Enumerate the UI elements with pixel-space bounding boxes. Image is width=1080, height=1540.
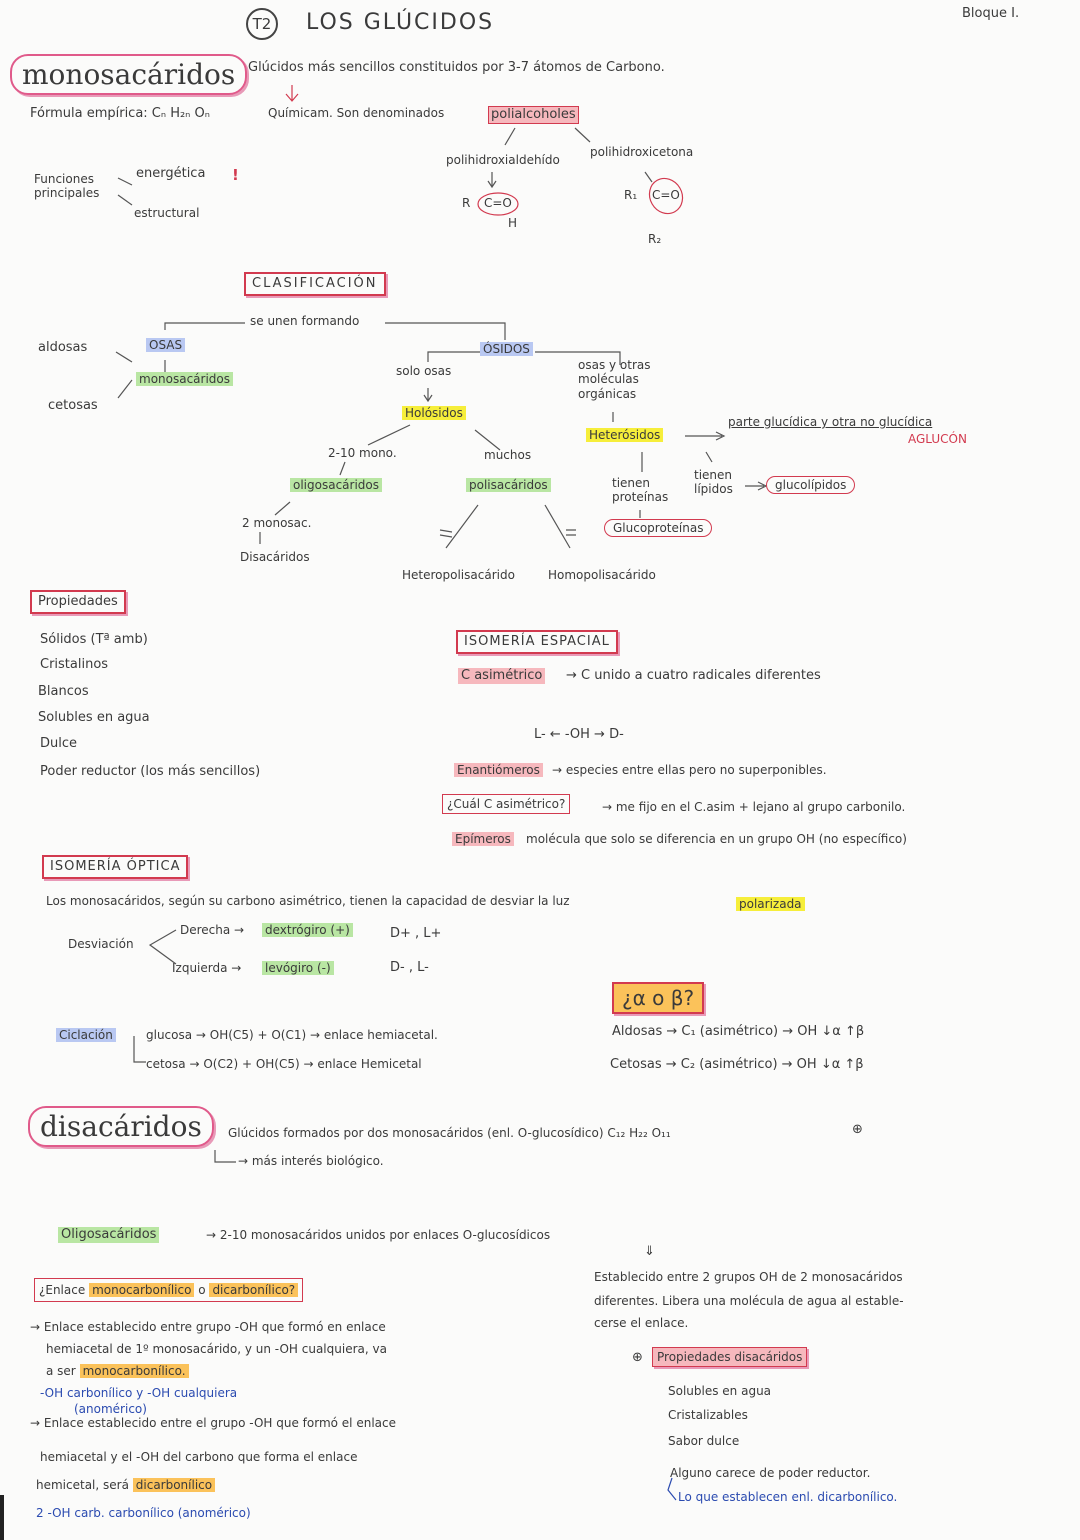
enlace-question-box <box>34 1278 303 1302</box>
dos-monosac-label: 2 monosac. <box>242 516 312 530</box>
osas-label: OSAS <box>146 338 185 352</box>
glucolipidos-label: glucolípidos <box>766 476 855 494</box>
homopolisacarido-label: Homopolisacárido <box>548 568 656 582</box>
epimeros-label: Epímeros <box>452 832 514 846</box>
alfa-beta-heading: ¿α o β? <box>612 982 704 1014</box>
prop-item: Sólidos (Tª amb) <box>40 632 148 647</box>
topic-badge: T2 <box>246 8 278 40</box>
polihidroxialdehido-label: polihidroxialdehído <box>446 153 560 167</box>
isomeria-optica-heading: ISOMERÍA ÓPTICA <box>42 855 188 879</box>
dicarbonilico-hl: dicarbonílico <box>133 1478 215 1492</box>
c-asimetrico-def: → C unido a cuatro radicales diferentes <box>566 668 821 683</box>
plus-circle-icon: ⊕ <box>632 1350 643 1365</box>
aglucon-label: AGLUCÓN <box>908 432 967 446</box>
propiedades-heading: Propiedades <box>30 590 126 614</box>
cual-c-asim-def: → me fijo en el C.asim + lejano al grupo carbonilo. <box>602 800 906 814</box>
ketone-r2: R₂ <box>648 232 662 246</box>
disacaridos-heading: disacáridos <box>28 1106 214 1147</box>
funciones-label: Funciones principales <box>34 172 100 201</box>
levogiro-label: levógiro (-) <box>262 961 334 975</box>
aldosas-label: aldosas <box>38 340 88 355</box>
oligosacaridos-def: → 2-10 monosacáridos unidos por enlaces O-glucosídicos <box>206 1228 551 1242</box>
enantiomeros-label: Enantiómeros <box>454 763 543 777</box>
enlace-def-line: Establecido entre 2 grupos OH de 2 monosacáridos <box>594 1270 903 1284</box>
aldehyde-co: C=O <box>484 196 512 210</box>
alfa-beta-cetosas: Cetosas → C₂ (asimétrico) → OH ↓α ↑β <box>610 1057 864 1072</box>
ketone-co: C=O <box>652 188 680 202</box>
aldehyde-h: H <box>508 216 518 230</box>
mono-definition: Glúcidos más sencillos constituidos por 3-7 átomos de Carbono. <box>248 60 665 75</box>
prop-item: Dulce <box>40 736 78 751</box>
props-di-item: Solubles en agua <box>668 1384 772 1398</box>
funcion-energetica: energética <box>136 166 206 181</box>
osas-monosacaridos: monosacáridos <box>136 372 233 386</box>
c-asimetrico-label: C asimétrico <box>458 668 545 684</box>
enantiomeros-def: → especies entre ellas pero no superponibles. <box>552 763 827 777</box>
epimeros-def: molécula que solo se diferencia en un grupo OH (no específico) <box>526 832 907 846</box>
enlace-o: o <box>198 1283 206 1297</box>
prop-item: Poder reductor (los más sencillos) <box>40 764 261 779</box>
cetosas-label: cetosas <box>48 398 98 413</box>
di-line-start: hemicetal, será <box>36 1478 129 1492</box>
alfa-beta-aldosas: Aldosas → C₁ (asimétrico) → OH ↓α ↑β <box>612 1024 865 1039</box>
block-label: Bloque I. <box>962 6 1020 21</box>
oligosacaridos-label: Oligosacáridos <box>58 1227 159 1243</box>
funcion-estructural: estructural <box>134 206 200 220</box>
enlace-def-line: diferentes. Libera una molécula de agua al estable- <box>594 1294 904 1308</box>
ciclacion-glucosa: glucosa → OH(C5) + O(C1) → enlace hemiacetal. <box>146 1028 438 1042</box>
mono-line <box>46 1364 189 1378</box>
l-d-notation: L- ← -OH → D- <box>534 727 624 742</box>
se-unen-label: se unen formando <box>250 314 360 328</box>
polarizada-label: polarizada <box>736 897 805 911</box>
dos-diez-label: 2-10 mono. <box>328 446 397 460</box>
heteropolisacarido-label: Heteropolisacárido <box>402 568 515 582</box>
disacaridos-def: Glúcidos formados por dos monosacáridos (enl. O-glucosídico) C₁₂ H₂₂ O₁₁ <box>228 1126 671 1140</box>
polihidroxicetona-label: polihidroxicetona <box>590 145 694 159</box>
props-disacaridos-heading: Propiedades disacáridos <box>652 1347 807 1367</box>
levo-symbols: D- , L- <box>390 960 429 975</box>
ciclacion-cetosa: cetosa → O(C2) + OH(C5) → enlace Hemicetal <box>146 1057 422 1071</box>
di-line: hemiacetal y el -OH del carbono que forma el enlace <box>40 1450 358 1464</box>
polisacaridos-label: polisacáridos <box>466 478 551 492</box>
parte-glucidica-label: parte glucídica y otra no glucídica <box>728 415 933 429</box>
page-title: LOS GLÚCIDOS <box>306 10 495 35</box>
dextrogiro-label: dextrógiro (+) <box>262 923 353 937</box>
enlace-dicarbonilico: dicarbonílico? <box>209 1283 298 1297</box>
anomerico-note: (anomérico) <box>74 1402 147 1416</box>
solo-osas-label: solo osas <box>396 364 452 378</box>
formula-empirica: Fórmula empírica: Cₙ H₂ₙ Oₙ <box>30 106 210 121</box>
isomeria-optica-def: Los monosacáridos, según su carbono asimétrico, tienen la capacidad de desviar la luz <box>46 894 570 908</box>
clasificacion-heading: CLASIFICACIÓN <box>244 272 386 296</box>
exclamation-icon: ! <box>232 166 239 184</box>
reductor-note-2: Lo que establecen enl. dicarbonílico. <box>678 1490 898 1504</box>
plus-circle-icon: ⊕ <box>852 1122 863 1137</box>
down-arrow-icon: ⇓ <box>644 1244 655 1259</box>
glucoproteinas-label: Glucoproteínas <box>604 519 712 537</box>
ciclacion-label: Ciclación <box>56 1028 116 1042</box>
enlace-monocarbonilico: monocarbonílico <box>89 1283 194 1297</box>
enlace-def-line: cerse el enlace. <box>594 1316 689 1330</box>
isomeria-espacial-heading: ISOMERÍA ESPACIAL <box>456 630 618 654</box>
prop-item: Blancos <box>38 684 89 699</box>
disacaridos-small-label: Disacáridos <box>240 550 310 564</box>
monocarbonilico-hl: monocarbonílico. <box>80 1364 189 1378</box>
tienen-proteinas-label: tienen proteínas <box>612 476 669 505</box>
polialcoholes-label: polialcoholes <box>488 106 579 124</box>
muchos-label: muchos <box>484 448 532 462</box>
di-line: → Enlace establecido entre el grupo -OH que formó el enlace <box>30 1416 396 1430</box>
oligosacaridos-label: oligosacáridos <box>290 478 382 492</box>
enlace-question-start: ¿Enlace <box>39 1283 86 1297</box>
osidos-label: ÓSIDOS <box>480 342 533 356</box>
prop-item: Cristalinos <box>40 657 109 672</box>
mono-line: → Enlace establecido entre grupo -OH que formó en enlace <box>30 1320 386 1334</box>
prop-item: Solubles en agua <box>38 710 150 725</box>
derecha-label: Derecha → <box>180 923 245 937</box>
holosidos-label: Holósidos <box>402 406 466 420</box>
reductor-note: Alguno carece de poder reductor. <box>670 1466 871 1480</box>
tienen-lipidos-label: tienen lípidos <box>694 468 733 497</box>
aldehyde-r: R <box>462 196 471 210</box>
mono-line-start: a ser <box>46 1364 76 1378</box>
osas-otras-label: osas y otras moléculas orgánicas <box>578 358 651 401</box>
ketone-r1: R₁ <box>624 188 638 202</box>
cual-c-asim-label: ¿Cuál C asimétrico? <box>442 794 570 814</box>
page-edge-mark <box>0 1495 4 1540</box>
di-carbonilico-note: 2 -OH carb. carbonílico (anomérico) <box>36 1506 251 1520</box>
di-line <box>36 1478 215 1492</box>
desviacion-label: Desviación <box>68 937 134 951</box>
heterosidos-label: Heterósidos <box>586 428 663 442</box>
props-di-item: Sabor dulce <box>668 1434 740 1448</box>
interes-biologico: → más interés biológico. <box>238 1154 384 1168</box>
mono-carbonilico-note: -OH carbonílico y -OH cualquiera <box>40 1386 238 1400</box>
izquierda-label: Izquierda → <box>172 961 242 975</box>
dextro-symbols: D+ , L+ <box>390 926 442 941</box>
mono-line: hemiacetal de 1º monosacárido, y un -OH cualquiera, va <box>46 1342 387 1356</box>
monosacaridos-heading: monosacáridos <box>10 54 247 95</box>
quimicamente-label: Químicam. Son denominados <box>268 106 445 120</box>
props-di-item: Cristalizables <box>668 1408 748 1422</box>
